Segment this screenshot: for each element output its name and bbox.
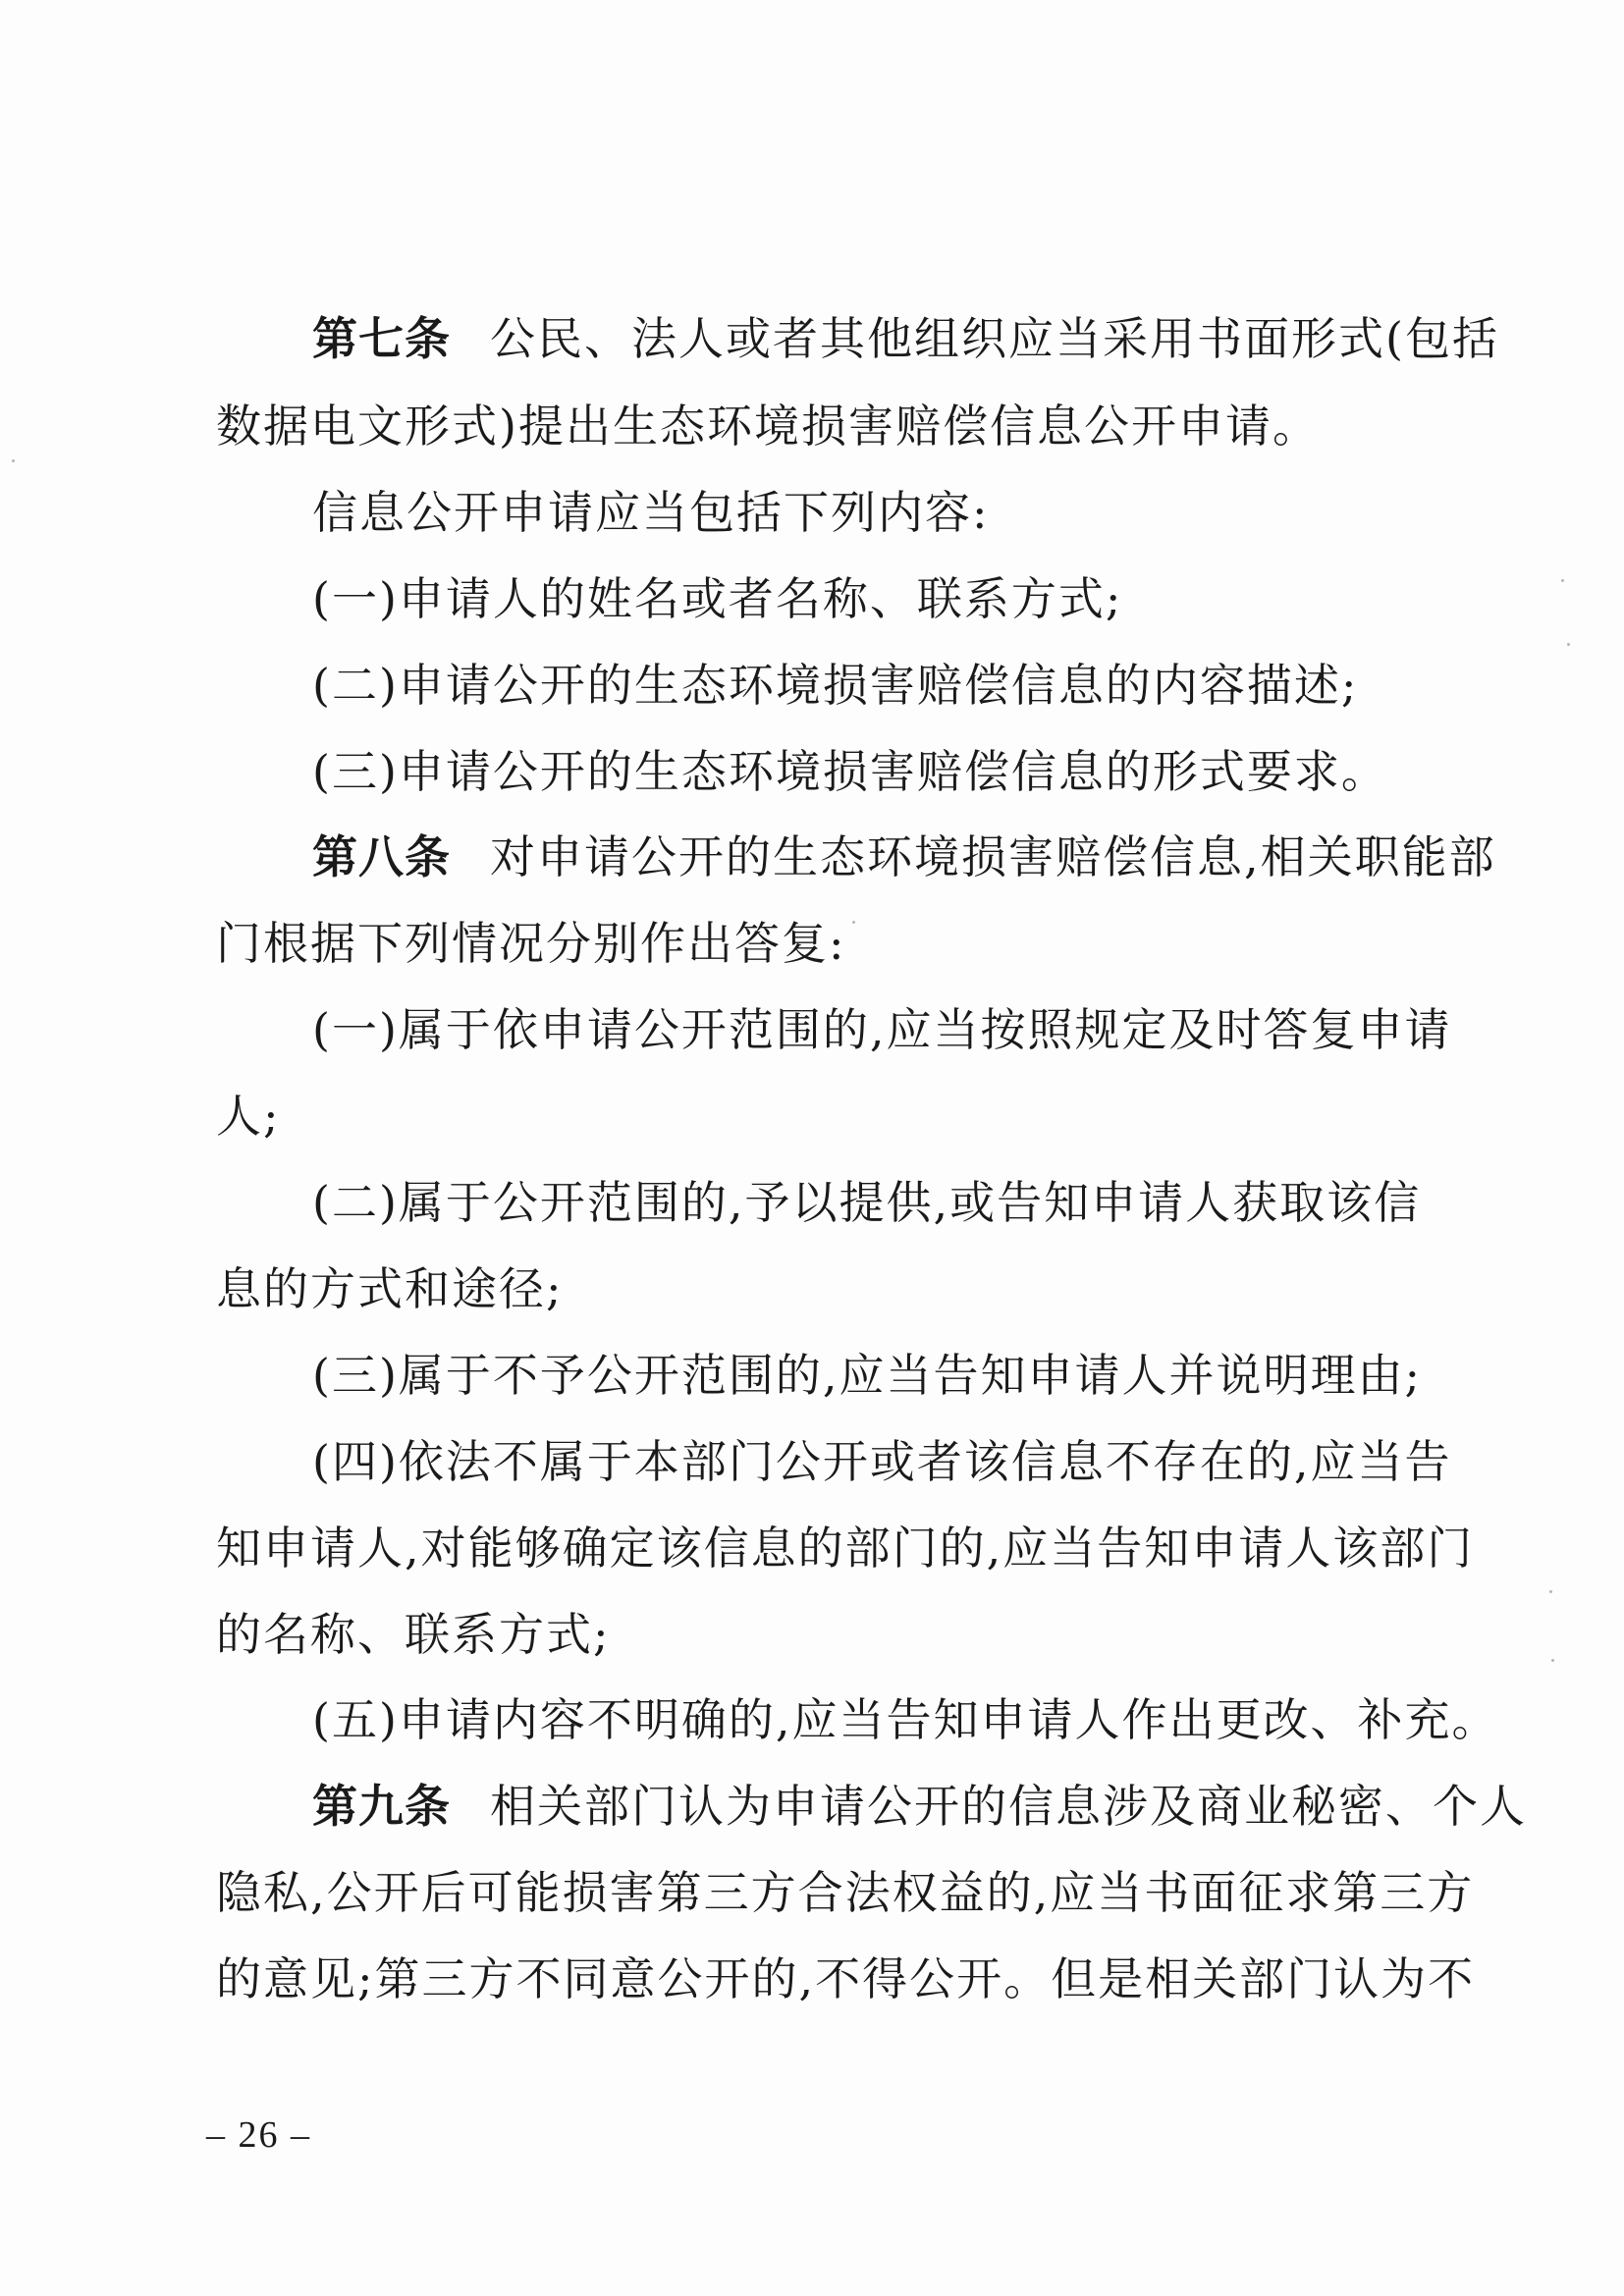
scan-speck (1549, 1590, 1552, 1593)
article-8-heading: 第八条 (312, 830, 451, 883)
article-8-text-1: 对申请公开的生态环境损害赔偿信息,相关职能部 (490, 830, 1496, 883)
article-7-line-2: 数据电文形式)提出生态环境损害赔偿信息公开申请。 (216, 400, 1320, 453)
article-9-text-1: 相关部门认为申请公开的信息涉及商业秘密、个人 (490, 1780, 1527, 1833)
scan-speck (1561, 579, 1564, 582)
article-9-line-1 (312, 1777, 1527, 1836)
article-9-line-3: 的意见;第三方不同意公开的,不得公开。但是相关部门认为不 (216, 1952, 1476, 2005)
page-number: – 26 – (206, 2114, 311, 2156)
article-7-item-3: (三)申请公开的生态环境损害赔偿信息的形式要求。 (312, 745, 1388, 798)
scan-speck (852, 921, 855, 924)
article-8-item-1-line-2: 人; (216, 1090, 281, 1143)
article-7-item-1: (一)申请人的姓名或者名称、联系方式; (312, 572, 1123, 625)
scan-speck (1567, 643, 1570, 646)
article-8-item-5: (五)申请内容不明确的,应当告知申请人作出更改、补充。 (312, 1693, 1499, 1746)
article-7-heading: 第七条 (312, 312, 451, 365)
article-8-item-4-line-1: (四)依法不属于本部门公开或者该信息不存在的,应当告 (312, 1435, 1452, 1488)
article-8-item-2-line-1: (二)属于公开范围的,予以提供,或告知申请人获取该信 (312, 1176, 1422, 1229)
article-8-item-4-line-3: 的名称、联系方式; (216, 1608, 611, 1661)
article-8-line-2: 门根据下列情况分别作出答复: (216, 917, 846, 970)
scan-speck (1551, 1659, 1554, 1662)
article-8-line-1 (312, 828, 1496, 886)
article-8-item-1-line-1: (一)属于依申请公开范围的,应当按照规定及时答复申请 (312, 1003, 1452, 1056)
article-8-item-4-line-2: 知申请人,对能够确定该信息的部门的,应当告知申请人该部门 (216, 1522, 1475, 1575)
article-7-text-1: 公民、法人或者其他组织应当采用书面形式(包括 (490, 312, 1499, 365)
article-9-heading: 第九条 (312, 1780, 451, 1833)
article-7-line-1 (312, 309, 1499, 368)
article-7-intro: 信息公开申请应当包括下列内容: (312, 486, 990, 539)
scan-speck (12, 459, 15, 462)
article-7-item-2: (二)申请公开的生态环境损害赔偿信息的内容描述; (312, 659, 1359, 712)
article-9-line-2: 隐私,公开后可能损害第三方合法权益的,应当书面征求第三方 (216, 1866, 1475, 1919)
article-8-item-3: (三)属于不予公开范围的,应当告知申请人并说明理由; (312, 1349, 1423, 1402)
article-8-item-2-line-2: 息的方式和途径; (216, 1262, 564, 1315)
